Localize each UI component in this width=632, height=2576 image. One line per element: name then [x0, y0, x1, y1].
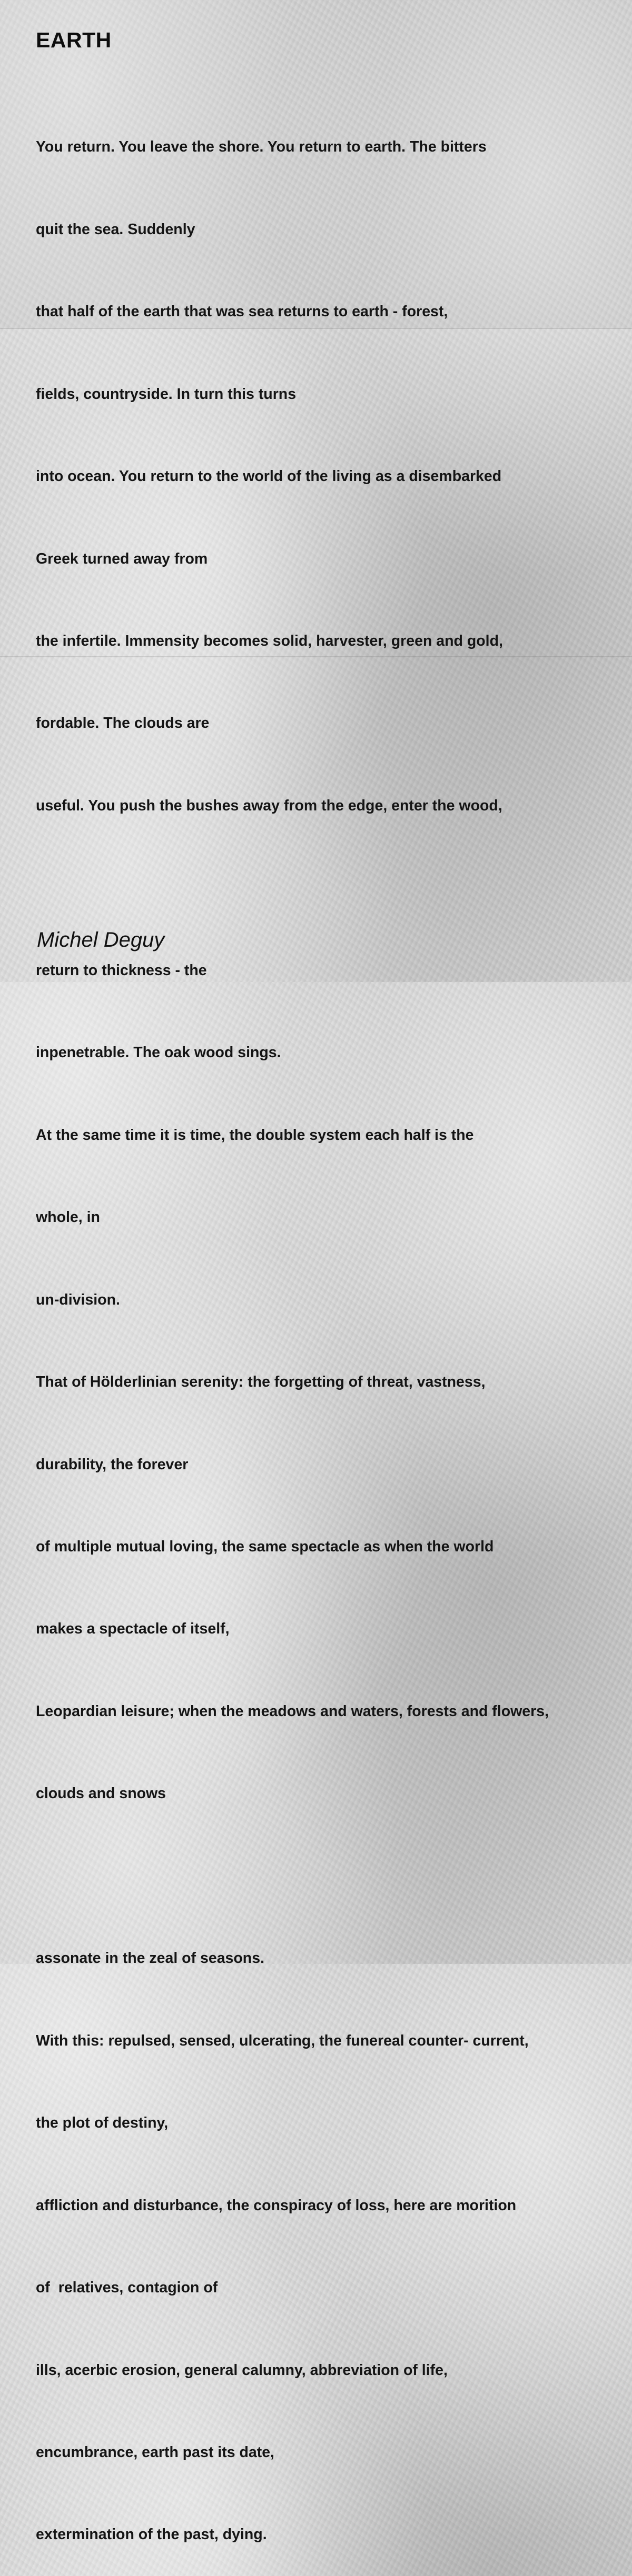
poem-line: Greek turned away from: [36, 550, 208, 567]
poem-line: inpenetrable. The oak wood sings.: [36, 1044, 281, 1061]
poem-line: At the same time it is time, the double system each half is the: [36, 1126, 474, 1144]
poem-line: affliction and disturbance, the conspiracy of loss, here are morition: [36, 2197, 517, 2214]
poem-title: EARTH: [36, 28, 112, 52]
poem-line: assonate in the zeal of seasons.: [36, 1950, 264, 1967]
poem-line: With this: repulsed, sensed, ulcerating, the funereal counter- current,: [36, 2032, 529, 2049]
poem-line: Leopardian leisure; when the meadows and waters, forests and flowers,: [36, 1702, 549, 1720]
stanza-break: [36, 874, 631, 901]
poem-line: whole, in: [36, 1209, 100, 1226]
poem-line: clouds and snows: [36, 1785, 166, 1802]
poem-line: That of Hölderlinian serenity: the forgetting of threat, vastness,: [36, 1374, 486, 1391]
author-name: Michel Deguy: [37, 928, 165, 951]
poem-line: durability, the forever: [36, 1456, 189, 1473]
poem-line: fields, countryside. In turn this turns: [36, 385, 297, 403]
poem-line: You return. You leave the shore. You return to earth. The bitters: [36, 138, 487, 156]
poem-line: the plot of destiny,: [36, 2114, 169, 2132]
poem-body: [36, 78, 631, 2576]
stanza-break: [36, 1862, 631, 1890]
poem-line: the infertile. Immensity becomes solid, harvester, green and gold,: [36, 633, 503, 650]
poem-line: into ocean. You return to the world of the living as a disembarked: [36, 468, 502, 485]
poem-line: un-division.: [36, 1291, 120, 1308]
poem-line: quit the sea. Suddenly: [36, 220, 195, 238]
poem-line: useful. You push the bushes away from the edge, enter the wood,: [36, 797, 502, 814]
poem-line: encumbrance, earth past its date,: [36, 2444, 274, 2461]
poem-line: fordable. The clouds are: [36, 715, 210, 732]
poem-line: of multiple mutual loving, the same spectacle as when the world: [36, 1538, 494, 1556]
poem-line: that half of the earth that was sea returns to earth - forest,: [36, 303, 448, 320]
poem-line: return to thickness - the: [36, 961, 207, 979]
poem-line: makes a spectacle of itself,: [36, 1620, 230, 1638]
poem-line: ills, acerbic erosion, general calumny, abbreviation of life,: [36, 2361, 448, 2379]
poem-line: extermination of the past, dying.: [36, 2526, 267, 2543]
poem-line: of relatives, contagion of: [36, 2279, 218, 2297]
